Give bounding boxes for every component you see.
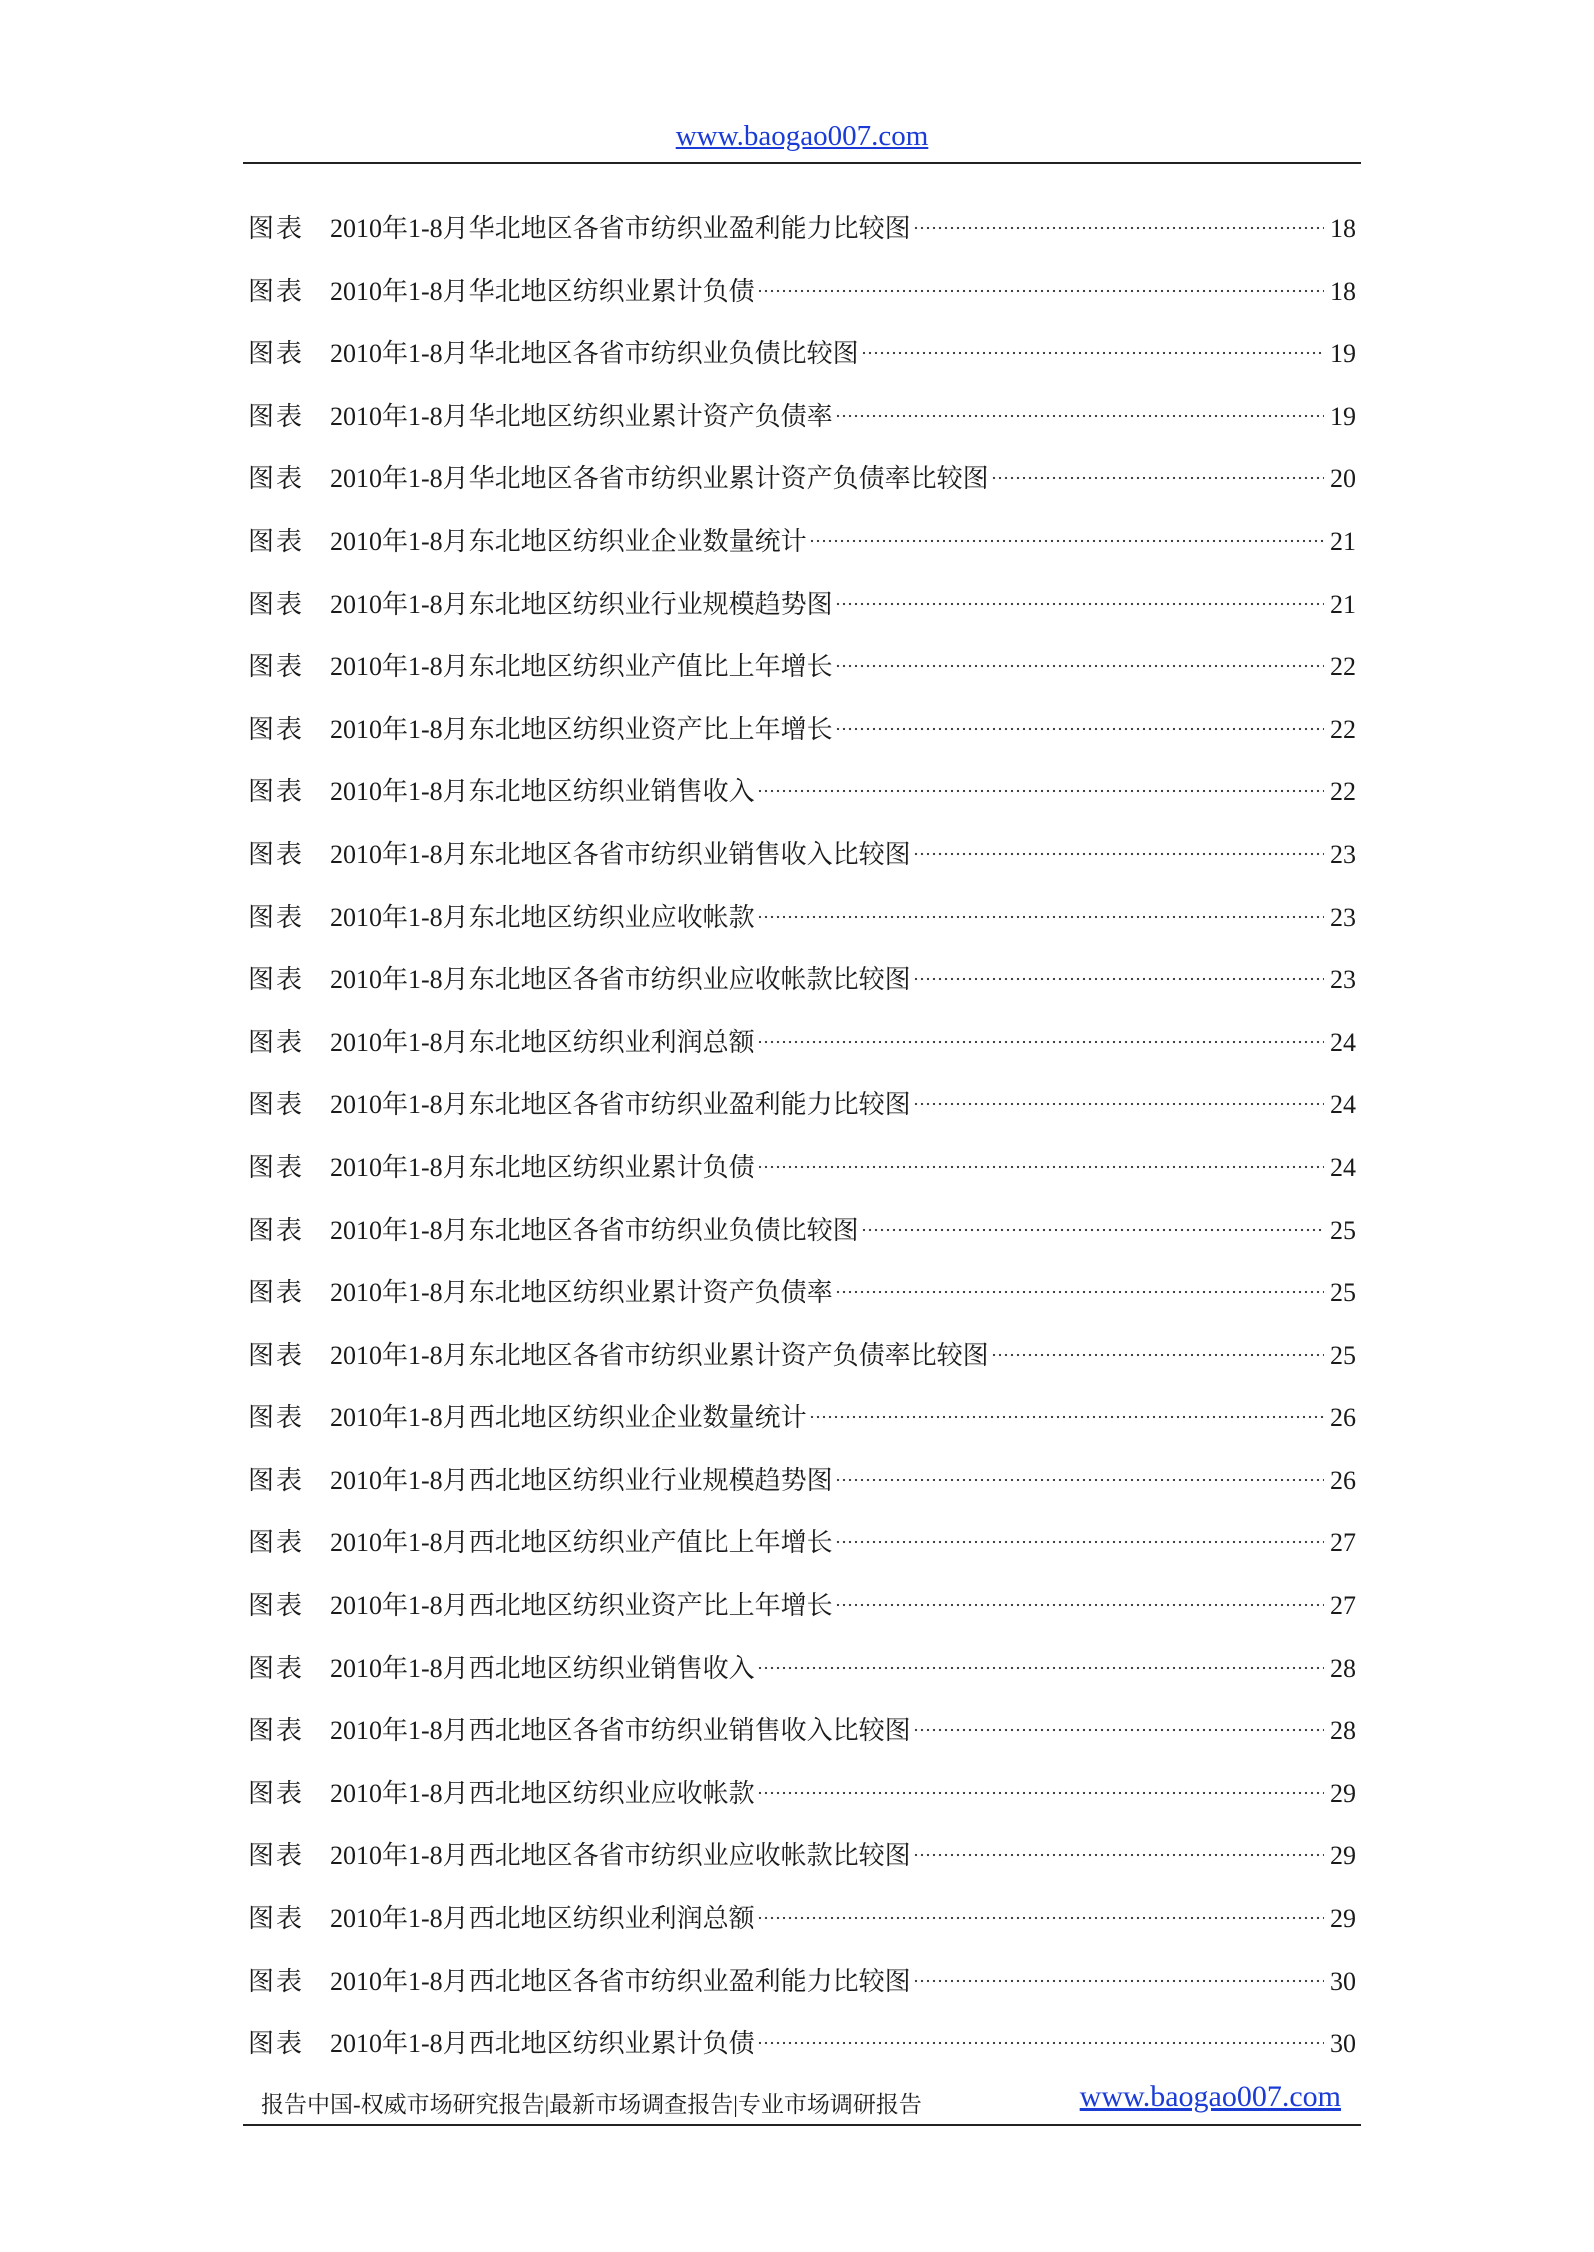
toc-dot-leader: [835, 413, 1324, 419]
toc-entry[interactable]: [248, 333, 1356, 396]
toc-entry-prefix: 图表: [248, 401, 305, 431]
toc-entry-title: 2010年1-8月西北地区纺织业产值比上年增长: [330, 1528, 833, 1558]
toc-entry[interactable]: [248, 271, 1356, 334]
toc-entry[interactable]: [248, 646, 1356, 709]
toc-entry-page-number: 23: [1330, 965, 1356, 995]
toc-dot-leader: [913, 976, 1324, 982]
toc-entry-title: 2010年1-8月西北地区纺织业企业数量统计: [330, 1403, 807, 1433]
toc-entry-page-number: 24: [1330, 1090, 1356, 1120]
toc-dot-leader: [835, 663, 1324, 669]
toc-entry-prefix: 图表: [248, 2029, 305, 2059]
toc-entry-page-number: 30: [1330, 2029, 1356, 2059]
toc-entry[interactable]: [248, 1335, 1356, 1398]
toc-entry-title: 2010年1-8月西北地区各省市纺织业销售收入比较图: [330, 1716, 911, 1746]
toc-entry-prefix: 图表: [248, 1403, 305, 1433]
toc-entry-prefix: 图表: [248, 1152, 305, 1182]
toc-entry-prefix: 图表: [248, 464, 305, 494]
toc-entry-page-number: 25: [1330, 1340, 1356, 1370]
toc-dot-leader: [809, 1414, 1324, 1420]
toc-dot-leader: [757, 288, 1324, 294]
toc-entry[interactable]: [248, 1835, 1356, 1898]
toc-entry-page-number: 22: [1330, 652, 1356, 682]
toc-entry-title: 2010年1-8月东北地区纺织业利润总额: [330, 1027, 755, 1057]
toc-entry-title: 2010年1-8月东北地区纺织业销售收入: [330, 777, 755, 807]
toc-entry[interactable]: [248, 584, 1356, 647]
toc-entry-page-number: 25: [1330, 1278, 1356, 1308]
toc-entry[interactable]: [248, 771, 1356, 834]
toc-entry-page-number: 18: [1330, 276, 1356, 306]
toc-entry[interactable]: [248, 1210, 1356, 1273]
toc-entry-page-number: 30: [1330, 1966, 1356, 1996]
toc-entry[interactable]: [248, 1898, 1356, 1961]
toc-entry-title: 2010年1-8月东北地区纺织业行业规模趋势图: [330, 589, 833, 619]
toc-entry-page-number: 23: [1330, 839, 1356, 869]
toc-entry[interactable]: [248, 1084, 1356, 1147]
toc-entry-page-number: 27: [1330, 1528, 1356, 1558]
toc-entry[interactable]: [248, 959, 1356, 1022]
toc-dot-leader: [861, 1227, 1324, 1233]
toc-entry-prefix: 图表: [248, 1591, 305, 1621]
toc-entry-page-number: 24: [1330, 1152, 1356, 1182]
toc-entry-title: 2010年1-8月华北地区纺织业累计负债: [330, 276, 755, 306]
toc-entry-title: 2010年1-8月华北地区各省市纺织业累计资产负债率比较图: [330, 464, 989, 494]
toc-entry-title: 2010年1-8月西北地区纺织业累计负债: [330, 2029, 755, 2059]
toc-entry-page-number: 29: [1330, 1841, 1356, 1871]
toc-entry[interactable]: [248, 458, 1356, 521]
toc-dot-leader: [835, 601, 1324, 607]
page-header: [243, 116, 1361, 164]
toc-entry-page-number: 18: [1330, 214, 1356, 243]
toc-entry-prefix: 图表: [248, 902, 305, 932]
toc-dot-leader: [757, 1665, 1324, 1671]
toc-entry[interactable]: [248, 521, 1356, 584]
toc-entry-prefix: 图表: [248, 1778, 305, 1808]
toc-entry-prefix: 图表: [248, 1090, 305, 1120]
toc-dot-leader: [835, 1602, 1324, 1608]
toc-entry-title: 2010年1-8月华北地区各省市纺织业盈利能力比较图: [330, 214, 911, 243]
toc-entry-title: 2010年1-8月东北地区纺织业资产比上年增长: [330, 714, 833, 744]
toc-entry-prefix: 图表: [248, 1966, 305, 1996]
toc-entry-prefix: 图表: [248, 714, 305, 744]
toc-entry-prefix: 图表: [248, 1465, 305, 1495]
toc-dot-leader: [757, 914, 1324, 920]
toc-entry-title: 2010年1-8月西北地区各省市纺织业盈利能力比较图: [330, 1966, 911, 1996]
toc-entry-title: 2010年1-8月西北地区纺织业销售收入: [330, 1653, 755, 1683]
toc-entry[interactable]: [248, 1397, 1356, 1460]
toc-entry-prefix: 图表: [248, 1528, 305, 1558]
toc-entry-prefix: 图表: [248, 589, 305, 619]
toc-entry-page-number: 28: [1330, 1653, 1356, 1683]
toc-entry-title: 2010年1-8月华北地区各省市纺织业负债比较图: [330, 339, 859, 369]
toc-dot-leader: [835, 1477, 1324, 1483]
toc-entry-title: 2010年1-8月东北地区各省市纺织业盈利能力比较图: [330, 1090, 911, 1120]
toc-dot-leader: [757, 1790, 1324, 1796]
toc-entry-page-number: 27: [1330, 1591, 1356, 1621]
toc-entry-prefix: 图表: [248, 777, 305, 807]
toc-entry-prefix: 图表: [248, 839, 305, 869]
toc-dot-leader: [913, 1852, 1324, 1858]
toc-entry-page-number: 26: [1330, 1403, 1356, 1433]
toc-entry-title: 2010年1-8月西北地区各省市纺织业应收帐款比较图: [330, 1841, 911, 1871]
toc-entry-page-number: 23: [1330, 902, 1356, 932]
toc-dot-leader: [835, 726, 1324, 732]
toc-entry-prefix: 图表: [248, 339, 305, 369]
header-website-link[interactable]: www.baogao007.com: [675, 120, 929, 152]
toc-entry-title: 2010年1-8月西北地区纺织业应收帐款: [330, 1778, 755, 1808]
toc-entry-page-number: 24: [1330, 1027, 1356, 1057]
toc-dot-leader: [835, 1289, 1324, 1295]
toc-entry-page-number: 29: [1330, 1778, 1356, 1808]
toc-entry[interactable]: [248, 1961, 1356, 2024]
toc-dot-leader: [991, 475, 1324, 481]
toc-entry-title: 2010年1-8月东北地区各省市纺织业销售收入比较图: [330, 839, 911, 869]
toc-entry[interactable]: [248, 1522, 1356, 1585]
toc-entry-page-number: 19: [1330, 401, 1356, 431]
toc-entry[interactable]: [248, 396, 1356, 459]
toc-dot-leader: [913, 1101, 1324, 1107]
toc-entry[interactable]: [248, 1710, 1356, 1773]
toc-dot-leader: [913, 1727, 1324, 1733]
toc-entry[interactable]: [248, 1460, 1356, 1523]
toc-entry-prefix: 图表: [248, 214, 305, 243]
toc-entry-page-number: 20: [1330, 464, 1356, 494]
toc-entry-prefix: 图表: [248, 1278, 305, 1308]
toc-entry-title: 2010年1-8月西北地区纺织业行业规模趋势图: [330, 1465, 833, 1495]
toc-entry-prefix: 图表: [248, 652, 305, 682]
toc-entry-title: 2010年1-8月东北地区纺织业应收帐款: [330, 902, 755, 932]
toc-entry-prefix: 图表: [248, 1716, 305, 1746]
toc-entry-title: 2010年1-8月东北地区各省市纺织业累计资产负债率比较图: [330, 1340, 989, 1370]
toc-entry-page-number: 25: [1330, 1215, 1356, 1245]
toc-entry-prefix: 图表: [248, 1904, 305, 1934]
toc-entry-title: 2010年1-8月华北地区纺织业累计资产负债率: [330, 401, 833, 431]
table-of-figures: [248, 208, 1356, 2086]
toc-entry[interactable]: [248, 1022, 1356, 1085]
toc-entry[interactable]: [248, 1773, 1356, 1836]
footer-tagline: 报告中国-权威市场研究报告|最新市场调查报告|专业市场调研报告: [261, 2092, 922, 2117]
toc-entry[interactable]: [248, 834, 1356, 897]
toc-dot-leader: [861, 350, 1324, 356]
toc-dot-leader: [835, 1539, 1324, 1545]
toc-entry[interactable]: [248, 1147, 1356, 1210]
toc-entry-page-number: 19: [1330, 339, 1356, 369]
toc-entry-prefix: 图表: [248, 1027, 305, 1057]
toc-entry-title: 2010年1-8月东北地区各省市纺织业负债比较图: [330, 1215, 859, 1245]
toc-entry[interactable]: [248, 1272, 1356, 1335]
toc-entry-prefix: 图表: [248, 1215, 305, 1245]
toc-dot-leader: [757, 2040, 1324, 2046]
toc-entry-prefix: 图表: [248, 1653, 305, 1683]
toc-entry[interactable]: [248, 1585, 1356, 1648]
toc-entry-title: 2010年1-8月东北地区各省市纺织业应收帐款比较图: [330, 965, 911, 995]
toc-entry-title: 2010年1-8月西北地区纺织业利润总额: [330, 1904, 755, 1934]
toc-entry-page-number: 29: [1330, 1904, 1356, 1934]
toc-entry[interactable]: [248, 709, 1356, 772]
toc-entry-page-number: 28: [1330, 1716, 1356, 1746]
toc-entry-prefix: 图表: [248, 526, 305, 556]
toc-dot-leader: [809, 538, 1324, 544]
toc-dot-leader: [913, 1978, 1324, 1984]
page-footer: [243, 2074, 1361, 2126]
footer-website-link[interactable]: www.baogao007.com: [1079, 2080, 1341, 2113]
toc-entry-title: 2010年1-8月西北地区纺织业资产比上年增长: [330, 1591, 833, 1621]
toc-dot-leader: [757, 1164, 1324, 1170]
toc-dot-leader: [757, 788, 1324, 794]
toc-entry-page-number: 21: [1330, 526, 1356, 556]
toc-entry-title: 2010年1-8月东北地区纺织业累计资产负债率: [330, 1278, 833, 1308]
toc-entry-prefix: 图表: [248, 1340, 305, 1370]
toc-entry-title: 2010年1-8月东北地区纺织业累计负债: [330, 1152, 755, 1182]
toc-dot-leader: [991, 1352, 1324, 1358]
toc-dot-leader: [757, 1039, 1324, 1045]
toc-entry-page-number: 21: [1330, 589, 1356, 619]
toc-dot-leader: [913, 851, 1324, 857]
toc-entry[interactable]: [248, 897, 1356, 960]
toc-entry-title: 2010年1-8月东北地区纺织业企业数量统计: [330, 526, 807, 556]
toc-entry-prefix: 图表: [248, 1841, 305, 1871]
toc-dot-leader: [757, 1915, 1324, 1921]
toc-entry-page-number: 22: [1330, 714, 1356, 744]
toc-entry-page-number: 26: [1330, 1465, 1356, 1495]
toc-entry-prefix: 图表: [248, 276, 305, 306]
toc-entry-title: 2010年1-8月东北地区纺织业产值比上年增长: [330, 652, 833, 682]
toc-dot-leader: [913, 225, 1324, 231]
toc-entry-prefix: 图表: [248, 965, 305, 995]
toc-entry-page-number: 22: [1330, 777, 1356, 807]
toc-entry[interactable]: [248, 1648, 1356, 1711]
toc-entry[interactable]: [248, 208, 1356, 271]
